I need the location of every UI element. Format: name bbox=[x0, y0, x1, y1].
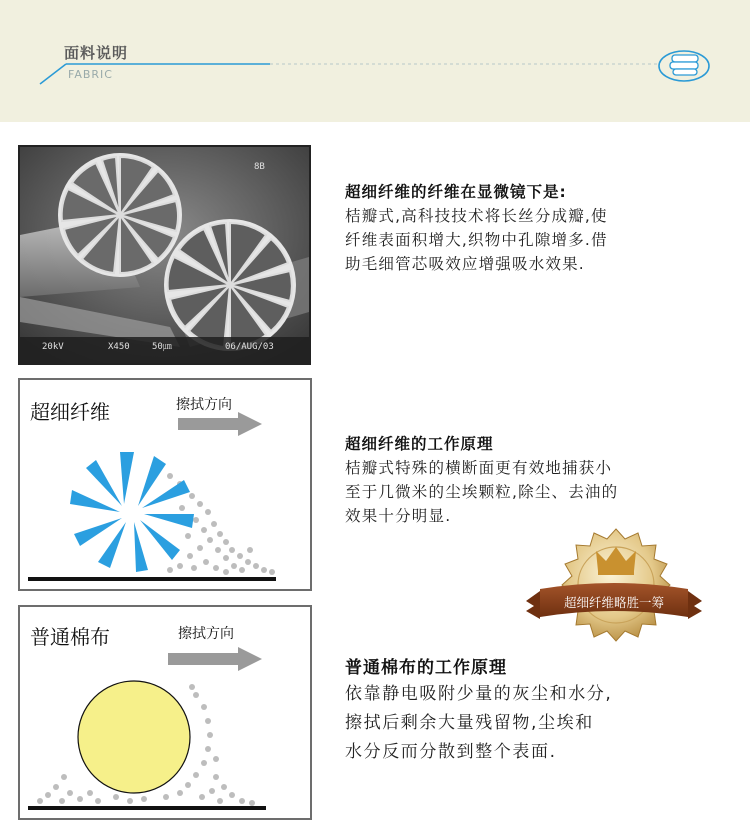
section-body bbox=[345, 456, 735, 528]
microfiber-diagram bbox=[18, 378, 312, 591]
section-subtitle: FABRIC bbox=[68, 68, 113, 81]
winner-badge bbox=[526, 527, 702, 649]
wipe-direction-label: 擦拭方向 bbox=[178, 626, 234, 642]
section-title: 面料说明 bbox=[64, 44, 129, 62]
sem-fiber-picture bbox=[20, 147, 309, 363]
sem-kv-label: 20kV bbox=[42, 342, 64, 352]
sem-mag-label: X450 bbox=[108, 342, 130, 352]
badge-text: 超细纤维略胜一筹 bbox=[563, 595, 665, 610]
section-heading: 超细纤维的工作原理 bbox=[345, 435, 494, 453]
header-divider-line bbox=[38, 58, 678, 86]
sem-id-label: 8B bbox=[254, 162, 265, 172]
cotton-wiping-graphic bbox=[20, 607, 310, 818]
diagram-title-microfiber: 超细纤维 bbox=[30, 400, 110, 424]
body-line: 依靠静电吸附少量的灰尘和水分, bbox=[345, 684, 613, 704]
section-body bbox=[345, 204, 725, 276]
body-line: 至于几微米的尘埃颗粒,除尘、去油的 bbox=[345, 483, 619, 501]
section-body bbox=[345, 680, 705, 767]
microfiber-wiping-graphic bbox=[20, 380, 310, 589]
section-microfiber-principle bbox=[345, 432, 735, 528]
body-line: 水分反而分散到整个表面. bbox=[345, 742, 557, 762]
cotton-diagram bbox=[18, 605, 312, 820]
sem-date-label: 06/AUG/03 bbox=[225, 342, 274, 352]
towel-stack-icon bbox=[656, 42, 712, 82]
section-heading: 普通棉布的工作原理 bbox=[345, 658, 507, 678]
page-header bbox=[0, 0, 750, 122]
microscope-image bbox=[18, 145, 311, 365]
body-line: 桔瓣式,高科技技术将长丝分成瓣,使 bbox=[345, 207, 608, 225]
right-arrow-icon bbox=[168, 647, 262, 671]
section-heading: 超细纤维的纤维在显微镜下是: bbox=[345, 183, 567, 201]
body-line: 桔瓣式特殊的横断面更有效地捕获小 bbox=[345, 459, 613, 477]
wipe-direction-label: 擦拭方向 bbox=[176, 397, 232, 413]
diagram-title-cotton: 普通棉布 bbox=[30, 625, 110, 649]
body-line: 助毛细管芯吸效应增强吸水效果. bbox=[345, 255, 585, 273]
right-arrow-icon bbox=[178, 412, 262, 436]
section-microscope bbox=[345, 180, 725, 276]
section-cotton-principle bbox=[345, 653, 705, 767]
sem-scale-label: 50㎛ bbox=[152, 342, 172, 352]
body-line: 擦拭后剩余大量残留物,尘埃和 bbox=[345, 713, 594, 733]
body-line: 纤维表面积增大,织物中孔隙增多.借 bbox=[345, 231, 608, 249]
body-line: 效果十分明显. bbox=[345, 507, 452, 525]
